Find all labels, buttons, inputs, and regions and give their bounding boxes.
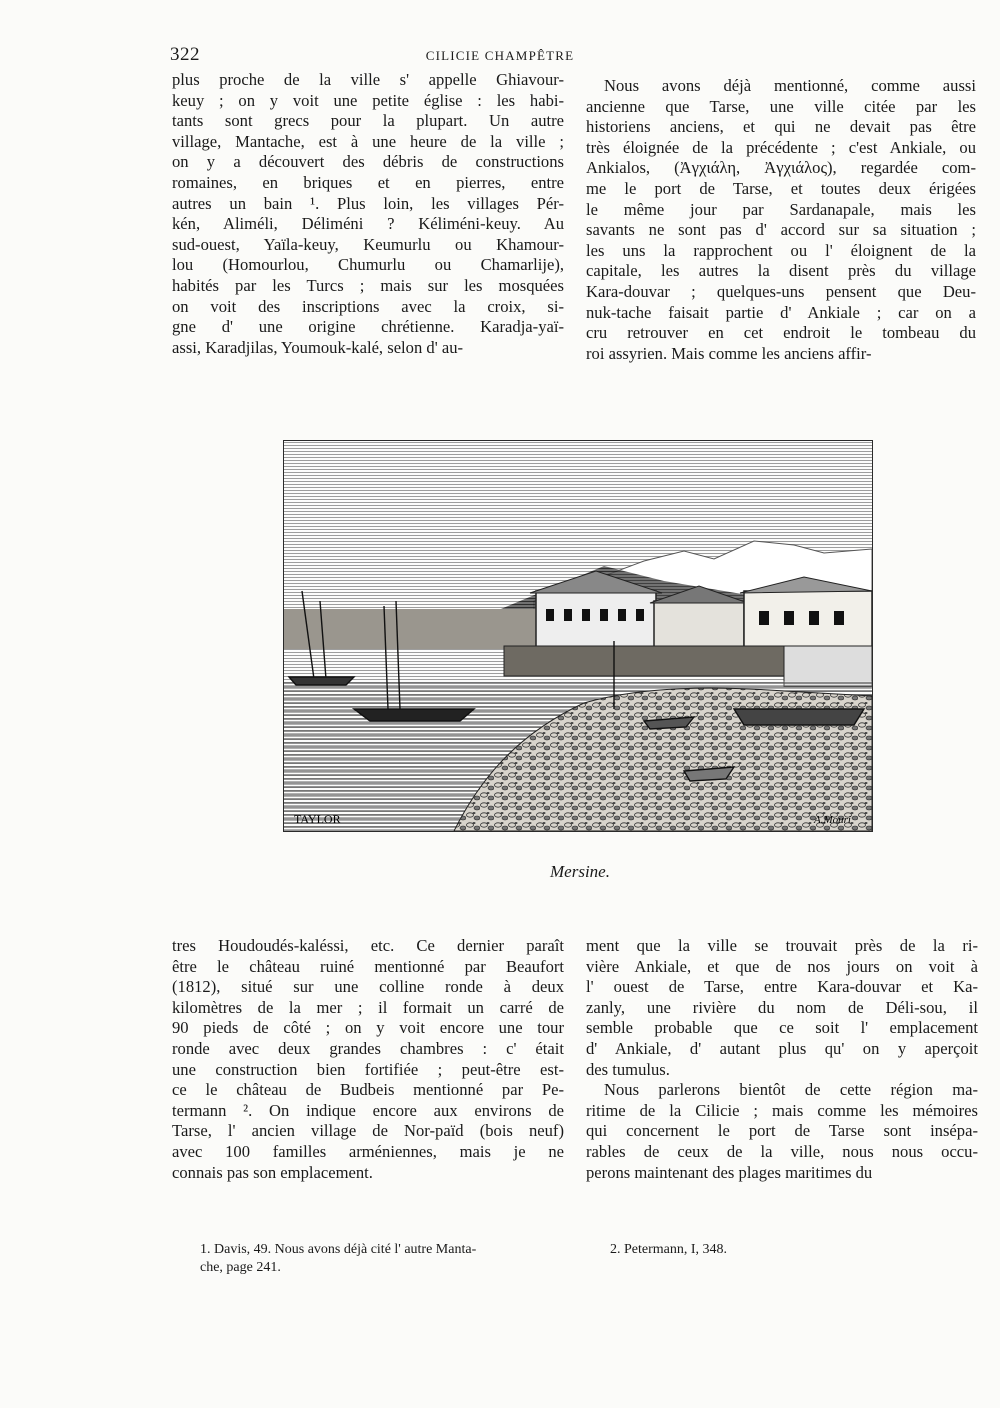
text-line: village, Mantache, est à une heure de la ville ;: [172, 131, 564, 151]
text-line: tres Houdoudés-kaléssi, etc. Ce dernier paraît: [172, 936, 564, 955]
text-line: historiens anciens, et qui ne devait pas être: [586, 117, 976, 137]
page-number: 322: [170, 44, 200, 65]
text-line: romaines, en briques et en pierres, entre: [172, 172, 564, 192]
text-line: qui concernent le port de Tarse sont insépa-: [586, 1121, 978, 1141]
text-line: rables de ceux de la ville, nous nous occu-: [586, 1141, 978, 1161]
text-line: capitale, les autres la disent près du village: [586, 261, 976, 281]
text-line: kilomètres de la mer ; il formait un carré de: [172, 997, 564, 1017]
text-line: kén, Aliméli, Déliméni ? Kéliméni-keuy. Au: [172, 214, 564, 234]
text-line: le même jour par Sardanapale, mais les: [586, 199, 976, 219]
text-line: perons maintenant des plages maritimes du: [586, 1162, 873, 1182]
engraving-figure: [283, 440, 873, 832]
text-line: ronde avec deux grandes chambres : c' était: [172, 1038, 564, 1058]
text-line: autres un bain ¹. Plus loin, les villages Pér-: [172, 193, 564, 213]
footnote-right: 2. Petermann, I, 348.: [610, 1242, 728, 1257]
text-line: d' Ankiale, d' autant plus qu' on y aperçoit: [586, 1038, 978, 1058]
signature-right: A.Mouri: [814, 814, 851, 826]
text-line: ce le château de Budbeis mentionné par Pe-: [172, 1080, 564, 1100]
text-line: Nous avons déjà mentionné, comme aussi: [604, 76, 976, 95]
text-line: cru retrouver en cet endroit le tombeau du: [586, 323, 976, 343]
footnote-line: che, page 241.: [200, 1260, 281, 1275]
left-column-top: [172, 70, 564, 358]
text-line: on voit des inscriptions avec la croix, si-: [172, 296, 564, 316]
text-line: nuk-tache faisait partie d' Ankiale ; car on a: [586, 302, 976, 322]
text-line: vière Ankiale, et que de nos jours on voit à: [586, 956, 978, 976]
right-column-bottom: [586, 936, 978, 1183]
right-column-top: [586, 76, 976, 364]
text-line: connais pas son emplacement.: [172, 1162, 373, 1182]
text-line: l' ouest de Tarse, entre Kara-douvar et Ka-: [586, 977, 978, 997]
text-line: tants sont grecs pour la plupart. Un autre: [172, 111, 564, 131]
text-line: ritime de la Cilicie ; mais comme les mémoires: [586, 1100, 978, 1120]
text-line: keuy ; on y voit une petite église : les habi-: [172, 90, 564, 110]
text-line: Tarse, l' ancien village de Nor-païd (bois neuf): [172, 1121, 564, 1141]
text-line: 90 pieds de côté ; on y voit encore une tour: [172, 1018, 564, 1038]
text-line: sud-ouest, Yaïla-keuy, Keumurlu ou Khamour-: [172, 234, 564, 254]
footnote-line: 1. Davis, 49. Nous avons déjà cité l' autre Manta-: [200, 1242, 477, 1257]
text-line: savants ne sont pas d' accord sur sa situation ;: [586, 220, 976, 240]
text-line: assi, Karadjilas, Youmouk-kalé, selon d' au-: [172, 337, 464, 357]
text-line: les uns la rapprochent ou l' éloignent de la: [586, 240, 976, 260]
text-line: lou (Homourlou, Chumurlu ou Chamarlije),: [172, 255, 564, 275]
signature-left: TAYLOR: [294, 812, 341, 826]
footnote-left: [200, 1241, 580, 1277]
text-line: semble probable que ce soit l' emplacement: [586, 1018, 978, 1038]
text-line: avec 100 familles arméniennes, mais je ne: [172, 1141, 564, 1161]
left-column-bottom: [172, 936, 564, 1183]
text-line: me le port de Tarse, et toutes deux érigées: [586, 178, 976, 198]
figure-caption: Mersine.: [550, 862, 610, 881]
text-line: Ankialos, (Ἀγχιάλη, Ἀγχιάλος), regardée com-: [586, 158, 976, 178]
running-title: CILICIE CHAMPÊTRE: [425, 48, 575, 63]
harbor-engraving: [284, 441, 872, 831]
text-line: gne d' une origine chrétienne. Karadja-yaï-: [172, 317, 564, 337]
text-line: on y a découvert des débris de constructions: [172, 152, 564, 172]
text-line: être le château ruiné mentionné par Beaufort: [172, 956, 564, 976]
text-line: très éloignée de la précédente ; c'est Ankiale, ou: [586, 137, 976, 157]
text-line: ancienne que Tarse, une ville citée par les: [586, 96, 976, 116]
text-line: plus proche de la ville s' appelle Ghiavour-: [172, 70, 564, 89]
text-line: ment que la ville se trouvait près de la ri-: [586, 936, 978, 955]
text-line: habités par les Turcs ; mais sur les mosquées: [172, 275, 564, 295]
text-line: roi assyrien. Mais comme les anciens affir-: [586, 343, 872, 363]
text-line: Kara-douvar ; quelques-uns pensent que Deu-: [586, 281, 976, 301]
text-line: une construction bien fortifiée ; peut-être est-: [172, 1059, 564, 1079]
text-line: termann ². On indique encore aux environs de: [172, 1100, 564, 1120]
text-line: (1812), situé sur une colline ronde à deux: [172, 977, 564, 997]
text-line: Nous parlerons bientôt de cette région ma-: [604, 1080, 978, 1100]
text-line: des tumulus.: [586, 1059, 670, 1079]
text-line: zanly, une rivière du nom de Déli-sou, il: [586, 997, 978, 1017]
